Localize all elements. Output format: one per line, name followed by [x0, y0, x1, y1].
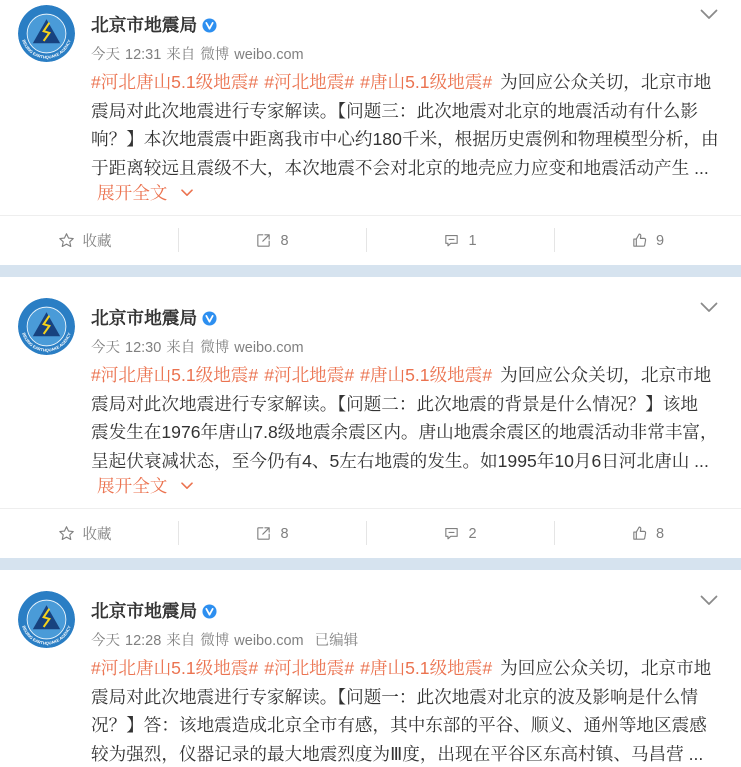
comment-button[interactable] — [366, 216, 554, 265]
hashtag-link[interactable]: #唐山5.1级地震# — [360, 72, 493, 92]
source-app[interactable]: 微博 — [200, 340, 230, 356]
feed-separator — [0, 265, 741, 277]
post-text-line: 震局对此次地震进行专家解读。【问题三：此次地震对北京的地震活动有什么影 — [91, 100, 698, 121]
source-from-label: 来自 — [166, 340, 196, 356]
author-avatar[interactable] — [18, 5, 75, 62]
expand-label: 展开全文 — [97, 476, 168, 496]
comment-button[interactable] — [366, 509, 554, 558]
post-text-lead: 为回应公众关切，北京市地 — [500, 365, 712, 385]
verified-v-icon — [202, 18, 217, 33]
source-app[interactable]: 微博 — [200, 633, 230, 649]
author-row — [91, 14, 217, 36]
post-text-line — [91, 362, 711, 388]
post-text-line: 震局对此次地震进行专家解读。【问题一：此次地震对北京的波及影响是什么情 — [91, 686, 698, 707]
feed-separator — [0, 558, 741, 570]
earthquake-agency-logo-icon — [18, 591, 75, 648]
hashtag-link[interactable]: #河北唐山5.1级地震# — [91, 658, 259, 678]
edited-badge[interactable]: 已编辑 — [314, 633, 359, 649]
like-count: 9 — [655, 232, 665, 249]
expand-label: 展开全文 — [97, 183, 168, 203]
chevron-down-icon[interactable] — [700, 9, 718, 20]
star-icon — [58, 525, 75, 542]
verified-v-icon — [202, 311, 217, 326]
post-text-line: 况？】答：该地震造成北京全市有感，其中东部的平谷、顺义、通州等地区震感 — [91, 715, 707, 735]
author-row — [91, 600, 217, 622]
expand-full-text-link[interactable] — [97, 181, 193, 205]
action-divider — [554, 228, 555, 252]
post-text-line: 于距离较远且震级不大，本次地震不会对北京的地壳应力应变和地震活动产生 ... — [91, 157, 709, 178]
verified-v-icon — [202, 604, 217, 619]
source-app[interactable]: 微博 — [200, 47, 230, 63]
star-icon — [58, 232, 75, 249]
hashtag-link[interactable]: #河北唐山5.1级地震# — [91, 365, 259, 385]
repost-icon — [255, 232, 272, 249]
chevron-down-icon — [181, 189, 193, 197]
author-name[interactable]: 北京市地震局 — [91, 601, 198, 621]
post-day[interactable]: 今天 — [91, 340, 120, 356]
comment-icon — [443, 232, 460, 249]
favorite-button[interactable] — [0, 216, 178, 265]
like-count: 8 — [655, 525, 665, 542]
post-text-line — [91, 69, 711, 95]
action-divider — [178, 521, 179, 545]
post-text-lead: 为回应公众关切，北京市地 — [500, 658, 712, 678]
source-domain[interactable]: weibo.com — [234, 633, 304, 649]
hashtag-link[interactable]: #唐山5.1级地震# — [360, 658, 493, 678]
favorite-label: 收藏 — [82, 234, 112, 250]
source-domain[interactable]: weibo.com — [234, 47, 304, 63]
comment-count: 2 — [468, 525, 477, 542]
repost-count: 8 — [280, 525, 289, 542]
post-text-line: 震局对此次地震进行专家解读。【问题二：此次地震的背景是什么情况？】该地 — [91, 393, 698, 414]
post-text-line: 响？】本次地震震中距离我市中心约180千米，根据历史震例和物理模型分析，由 — [91, 129, 719, 149]
action-divider — [366, 228, 367, 252]
hashtag-link[interactable]: #唐山5.1级地震# — [360, 365, 493, 385]
post-text-lead: 为回应公众关切，北京市地 — [500, 72, 712, 92]
post-meta — [91, 338, 309, 358]
action-divider — [178, 228, 179, 252]
source-domain[interactable]: weibo.com — [234, 340, 304, 356]
hashtag-link[interactable]: #河北唐山5.1级地震# — [91, 72, 259, 92]
chevron-down-icon[interactable] — [700, 595, 718, 606]
author-avatar[interactable] — [18, 298, 75, 355]
source-from-label: 来自 — [166, 47, 196, 63]
weibo-post — [0, 570, 741, 767]
author-name[interactable]: 北京市地震局 — [91, 15, 198, 35]
action-divider — [554, 521, 555, 545]
post-text-line — [91, 655, 711, 681]
repost-button[interactable] — [178, 216, 366, 265]
thumbs-up-icon — [631, 525, 648, 542]
weibo-post — [0, 0, 741, 265]
like-button[interactable] — [554, 509, 741, 558]
chevron-down-icon[interactable] — [700, 302, 718, 313]
post-time[interactable]: 12:30 — [125, 340, 162, 356]
post-action-bar — [0, 215, 741, 265]
post-day[interactable]: 今天 — [91, 47, 120, 63]
like-button[interactable] — [554, 216, 741, 265]
source-from-label: 来自 — [166, 633, 196, 649]
author-name[interactable]: 北京市地震局 — [91, 308, 198, 328]
post-text-line: 较为强烈，仪器记录的最大地震烈度为Ⅲ度，出现在平谷区东高村镇、马昌营 ... — [91, 743, 704, 764]
post-meta — [91, 631, 363, 651]
author-row — [91, 307, 217, 329]
post-day[interactable]: 今天 — [91, 633, 120, 649]
post-text-line: 震发生在1976年唐山7.8级地震余震区内。唐山地震余震区的地震活动非常丰富， — [91, 422, 718, 442]
hashtag-link[interactable]: #河北地震# — [264, 72, 355, 92]
post-time[interactable]: 12:31 — [125, 47, 162, 63]
earthquake-agency-logo-icon — [18, 298, 75, 355]
expand-full-text-link[interactable] — [97, 474, 193, 498]
comment-icon — [443, 525, 460, 542]
favorite-label: 收藏 — [82, 527, 112, 543]
post-text-line: 呈起伏衰减状态，至今仍有4、5左右地震的发生。如1995年10月6日河北唐山 ... — [91, 450, 709, 471]
hashtag-link[interactable]: #河北地震# — [264, 365, 355, 385]
author-avatar[interactable] — [18, 591, 75, 648]
repost-icon — [255, 525, 272, 542]
repost-count: 8 — [280, 232, 289, 249]
earthquake-agency-logo-icon — [18, 5, 75, 62]
post-action-bar — [0, 508, 741, 558]
comment-count: 1 — [468, 232, 477, 249]
favorite-button[interactable] — [0, 509, 178, 558]
action-divider — [366, 521, 367, 545]
post-time[interactable]: 12:28 — [125, 633, 162, 649]
hashtag-link[interactable]: #河北地震# — [264, 658, 355, 678]
weibo-post — [0, 277, 741, 558]
repost-button[interactable] — [178, 509, 366, 558]
chevron-down-icon — [181, 482, 193, 490]
thumbs-up-icon — [631, 232, 648, 249]
post-meta — [91, 45, 309, 65]
